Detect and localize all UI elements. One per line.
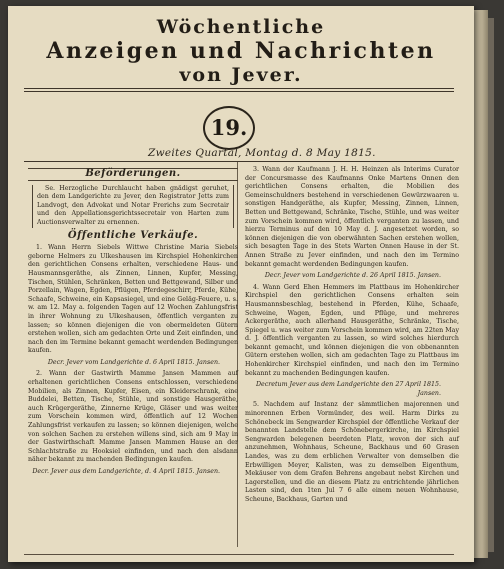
sale-notice-1: 1. Wann Herrn Siebels Wittwe Christine Maria Siebels geborne Helmers zu Ulkeshausen im Kirchspiel Hohenkirchen den gerichtlichen Consens erhalten, verschiedene Haus- und Hausmannsgeräthe, als Zinnen, Linnen, Kupfer, Messing, Tischen, Stühlen, Schränken, Betten und Bettgewand, Silber und Porzellain, Wagen, Egden, Pflügen, Pferdegeschirr, Pferde, Kühe, Schaafe, Schweine, ein Kapsasiegel, und eine Geläg-Feuere, u. s. w. am 12. May a. folgenden Tagen auf 12 Wochen Zahlungsfrist in ihrer Wohnung zu Ulkeshausen, öffentlich verganten zu lassen; so können diejenigen die von obermeldeten Gütern erstehen wollen, sich am gedachten Orte und Zeit einfinden, und nach den im Termine bekannt gemacht werdenden Bedingungen kaufen.	[28, 244, 238, 355]
left-column	[28, 166, 238, 480]
page-edge-shadow	[488, 18, 494, 552]
dateline-rule	[24, 161, 454, 162]
newspaper-page	[8, 6, 474, 562]
sale-notice-1-signature: Decr. Jever vom Landgerichte d. 6 April 1815. Jansen.	[47, 358, 220, 366]
sale-notice-5: 5. Nachdem auf Instanz der sämmtlichen majorennen und minorennen Erben Vormünder, des weil. Harm Dirks zu Schönebeck im Sengwarder Kirchspiel der öffentliche Verkauf der benannten Landstelle dem Schönebergerkirche, im Kirchspiel Sengwarden belegenen beerdeten Platz, wovon der sich auf anzunehmen, Wohnhaus, Scheune, Backhaus und 60 Grasen Landes, was zu dem erblichen Verwalter von demselben die Erbwilligen Meyer, Kalisten, was zu demselben Eigenthum, Mekäuser von dem Grafen Behrens angebaut nebst Kirchen und Lagerstellen, und die an diesem Platz zu entrichtende jährlichen Lasten sind, den 1ten Jul 7 6 alle einem neuen Wohnhause, Scheune, Backhaus, Garten und	[245, 401, 459, 503]
dateline: Zweites Quartal, Montag d. 8 May 1815.	[148, 147, 376, 159]
masthead-line-1: Wöchentliche	[156, 16, 326, 38]
masthead-rule-top	[24, 88, 454, 89]
promotions-text: Se. Herzogliche Durchlaucht haben gnädigst geruhet, den dem Landgerichte zu Jever, den Registrator Jetts zum Landvogt, den Advokat und Notar Frerichs zum Secretair und den Appellationsgerichtssecretair von Harten zum Auctionsverwalter zu ernennen.	[37, 184, 229, 226]
promotions-notice	[32, 185, 234, 228]
masthead-line-2: Anzeigen und Nachrichten	[46, 38, 436, 64]
sale-notice-2: 2. Wann der Gastwirth Mamme Jansen Mammen auf erhaltenen gerichtlichen Consens entschlossen, verschiedene Mobilien, als Zinnen, Kupfer, Eisen, ein Kleiderschrank, eine Buddelei, Betten, Tische, Stühle, und sonstige Hausgeräthe, auch Krügergeräthe, Zinnerne Krüge, Gläser und was weiter zum Vorschein kommen wird, öffentlich auf 12 Wochen Zahlungsfrist verkaufen zu lassen; so können diejenigen, welche von solchen Sachen zu erstehen willens sind, sich am 9 May in der Gastwirthschaft Mamme Jansen Mammen Hause an der Schlachtstraße zu Hooksiel einfinden, und nach den alsdann näher bekannt zu machenden Bedingungen kaufen.	[28, 370, 238, 464]
section-title-sales: Öffentliche Verkäufe.	[67, 229, 199, 241]
masthead	[8, 16, 474, 86]
sale-notice-3-signature: Decr. Jever vom Landgerichte d. 26 April 1815. Jansen.	[264, 272, 441, 280]
right-column	[245, 166, 459, 508]
page-edge	[474, 10, 488, 558]
page-bottom-rule	[24, 554, 454, 555]
section-title-promotions: Beförderungen.	[28, 168, 238, 181]
sale-notice-4: 4. Wann Gerd Ehen Hemmers im Plattbaus im Hohenkircher Kirchspiel den gerichtlichen Consens erhalten sein Hausmannsbeschlag, bestehend in Pferden, Kühe, Schaafe, Schweine, Wagen, Egden, und Pflüge, und mehreres Ackergeräthe, auch allerhand Hausgeräthe, Schränke, Tische, Spiegel u. was weiter zum Vorschein kommen wird, am 22ten May d. J. öffentlich verganten zu lassen, so wird solches hierdurch bekannt gemacht, und können diejenigen die von obbenannten Gütern erstehen wollen, sich am gedachten Tage zu Plattbaus im Hohenkircher Kirchspiel einfinden, und nach den im Termino bekannt zu machenden Bedingungen kaufen.	[245, 283, 459, 377]
sale-notice-3: 3. Wann der Kaufmann J. H. H. Heinzen als Interims Curator der Concursmasse des Kaufmanns Onke Martens Onnen den gerichtlichen Consens erhalten, die Mobilien des Gemeinschuldners bestehend in verschiedenen Gewürzwaaren u. sonstigen Handgeräthe, als Kupfer, Messing, Zinnen, Linnen, Betten und Bettgewand, Schränke, Tische, Stühle, und was weiter zum Vorschein kommen wird, öffentlich verganten zu lassen, und hierzu Terminus auf den 10 May d. J. angesetzet worden, so können diejenigen die von oberwähnten Sachen erstehen wollen, sich besagten Tage in des Stets Warten Onnen Hause in der St. Annen Straße zu Jever einfinden, und nach den im Termino bekannt gemacht werdenden Bedingungen kaufen.	[245, 166, 459, 268]
masthead-line-3: von Jever.	[179, 64, 303, 86]
issue-number: 19.	[203, 106, 255, 150]
sale-notice-4-signature: Decretum Jever aus dem Landgerichte den 27 April 1815. Jansen.	[255, 381, 441, 397]
masthead-rule-bottom	[24, 91, 454, 92]
sale-notice-2-signature: Decr. Jever aus dem Landgerichte, d. 4 April 1815. Jansen.	[32, 468, 220, 475]
